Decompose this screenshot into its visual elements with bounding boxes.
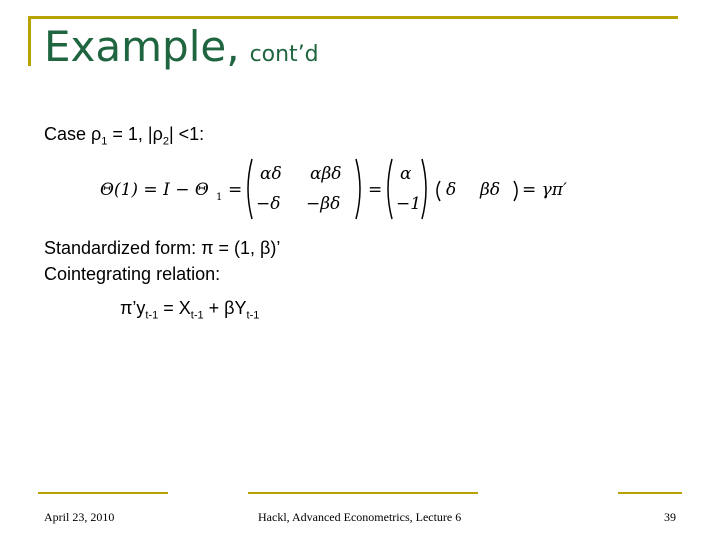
- rel-a-sub: t-1: [145, 309, 159, 322]
- case-line: [44, 124, 204, 148]
- case-sub1: 1: [101, 135, 108, 148]
- slide-title: [44, 22, 319, 71]
- case-prefix: Case ρ: [44, 124, 102, 144]
- eq-eq1: =: [228, 180, 243, 200]
- m1-right-paren: [356, 159, 360, 219]
- row-a: δ: [446, 180, 457, 200]
- footer-center: Hackl, Advanced Econometrics, Lecture 6: [258, 510, 462, 524]
- footer-date: April 23, 2010: [44, 510, 115, 524]
- standardized-form: Standardized form: π = (1, β)’: [44, 238, 281, 258]
- eq-eq2: =: [368, 180, 383, 200]
- eq-lhs: Θ(1) = I − Θ: [100, 180, 209, 200]
- rel-b: = X: [158, 298, 191, 318]
- m1-d: −βδ: [306, 194, 341, 214]
- m1-a: αδ: [260, 164, 282, 184]
- rel-c-sub: t-1: [246, 309, 260, 322]
- matrix-equation: [100, 155, 570, 223]
- m1-left-paren: [248, 159, 252, 219]
- row-b: βδ: [480, 180, 501, 200]
- footer-rule-left: [38, 492, 168, 494]
- footer-rule-center: [248, 492, 478, 494]
- title-sub: cont’d: [249, 42, 319, 67]
- title-frame-top-rule: [28, 16, 678, 19]
- v1-a: α: [400, 164, 412, 184]
- rel-b-sub: t-1: [190, 309, 204, 322]
- footer-page-number: 39: [664, 510, 676, 524]
- cointegrating-relation: [120, 298, 259, 322]
- row-right-paren: [514, 181, 517, 201]
- title-main: Example,: [44, 22, 240, 71]
- v1-right-paren: [422, 159, 426, 219]
- m1-b: αβδ: [310, 164, 342, 184]
- case-sub2: 2: [162, 135, 169, 148]
- rel-a: π’y: [120, 298, 146, 318]
- footer-rule-right: [618, 492, 682, 494]
- case-suffix: | <1:: [168, 124, 205, 144]
- case-mid: = 1, |ρ: [107, 124, 163, 144]
- eq-lhs-sub: 1: [216, 192, 223, 203]
- cointegrating-heading: Cointegrating relation:: [44, 264, 221, 284]
- row-left-paren: [437, 181, 440, 201]
- title-frame-left-rule: [28, 16, 31, 66]
- m1-c: −δ: [256, 194, 281, 214]
- v1-b: −1: [396, 194, 422, 214]
- v1-left-paren: [388, 159, 392, 219]
- eq-rhs: = γπ′: [522, 180, 567, 200]
- rel-c: + βY: [203, 298, 247, 318]
